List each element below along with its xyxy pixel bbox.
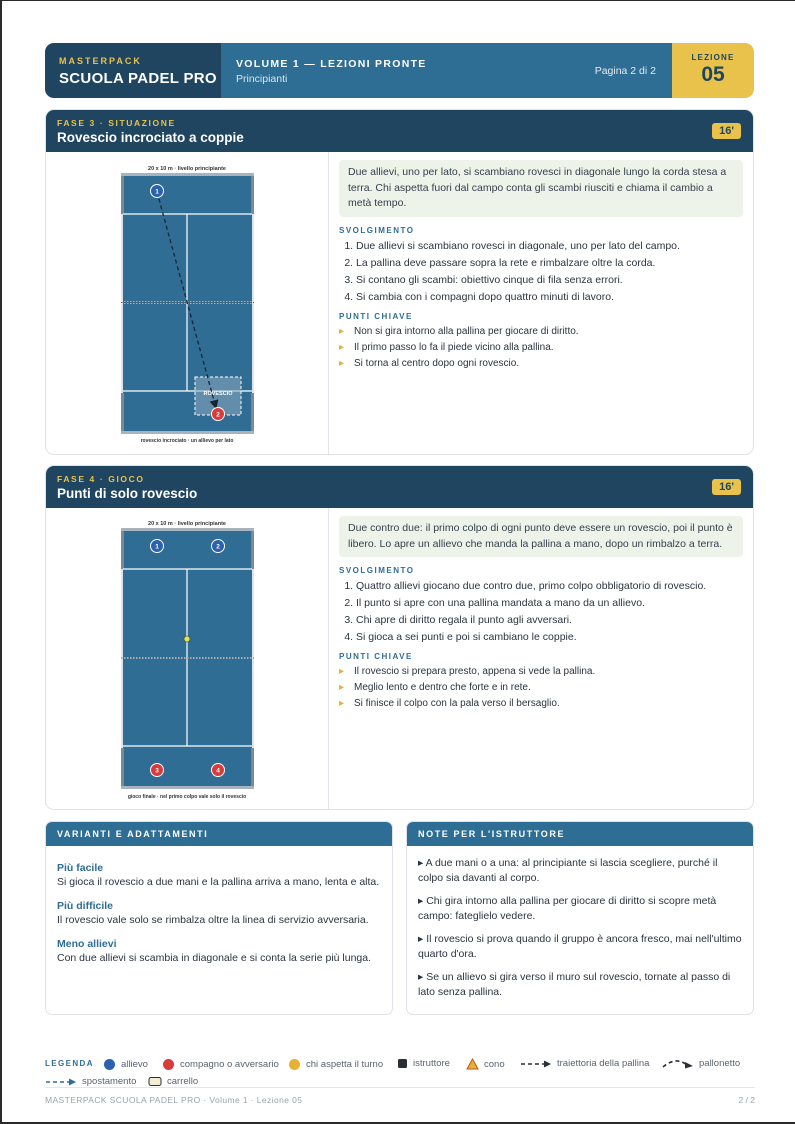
brand-small-label: MASTERPACK — [59, 56, 142, 66]
variants-box — [45, 821, 393, 1015]
instructor-notes-box — [406, 821, 754, 1015]
brand-block — [45, 43, 221, 98]
instructor-icon — [397, 1058, 408, 1069]
svg-text:1: 1 — [155, 543, 159, 551]
student-icon — [103, 1058, 116, 1071]
svg-text:4: 4 — [216, 767, 220, 775]
step-item: 3. Chi apre di diritto regala il punto agli avversari. — [356, 612, 743, 629]
legend-student: allievo — [103, 1058, 148, 1071]
key-point: ▸ Non si gira intorno alla pallina per giocare di diritto. — [339, 324, 743, 340]
step-item: 2. Il punto si apre con una pallina mandata a mano da un allievo. — [356, 595, 743, 612]
step-item: 4. Si cambia con i compagni dopo quattro minuti di lavoro. — [356, 289, 743, 306]
phase-card-4 — [45, 465, 754, 810]
variant-text: Si gioca il rovescio a due mani e la pallina arriva a mano, lenta e alta. — [57, 876, 380, 888]
variant-title: Meno allievi — [57, 938, 117, 950]
note-item: ▸ Chi gira intorno alla pallina per giocare di diritto si scopre metà campo: fateglielo vedere. — [418, 895, 717, 922]
step-item: 4. Si gioca a sei punti e poi si cambiano le coppie. — [356, 629, 743, 646]
variant-title: Più facile — [57, 862, 104, 874]
cart-icon — [148, 1076, 162, 1087]
phase-tag: FASE 3 · SITUAZIONE — [57, 118, 176, 128]
variants-heading: VARIANTI E ADATTAMENTI — [46, 822, 392, 846]
key-points-list — [339, 664, 743, 712]
court-diagram-panel — [46, 508, 329, 809]
volume-block — [221, 43, 672, 98]
step-item: 1. Due allievi si scambiano rovesci in diagonale, uno per lato del campo. — [356, 238, 743, 255]
key-point: ▸ Si torna al centro dopo ogni rovescio. — [339, 356, 743, 372]
steps-list — [339, 578, 743, 646]
court-caption: gioco finale · nel primo colpo vale solo il rovescio — [127, 794, 247, 800]
lesson-badge — [672, 43, 754, 98]
variant-item — [57, 938, 381, 966]
key-point: ▸ Il rovescio si prepara presto, appena si vede la pallina. — [339, 664, 743, 680]
keys-label: PUNTI CHIAVE — [339, 311, 413, 321]
cone-icon — [466, 1058, 479, 1070]
page-frame-top — [0, 0, 795, 1]
legend-trajectory: traiettoria della pallina — [520, 1058, 649, 1069]
page-frame-left — [0, 0, 2, 1124]
svg-text:1: 1 — [155, 188, 159, 196]
lesson-number: 05 — [701, 63, 725, 86]
page-footer — [45, 1087, 755, 1105]
duration-badge: 16' — [712, 123, 741, 139]
legend-instructor: istruttore — [397, 1058, 450, 1069]
keys-label: PUNTI CHIAVE — [339, 652, 413, 661]
legend-partner: compagno o avversario — [162, 1058, 279, 1071]
note-item: ▸ Il rovescio si prova quando il gruppo è ancora fresco, mai nell'ultimo quarto d'ora. — [418, 933, 742, 960]
key-point: ▸ Il primo passo lo fa il piede vicino alla pallina. — [339, 340, 743, 356]
note-item: ▸ Se un allievo si gira verso il muro sul rovescio, tornate al passo di lato senza pallina. — [418, 971, 731, 998]
variant-item — [57, 862, 381, 890]
partner-icon — [162, 1058, 175, 1071]
duration-badge: 16' — [712, 479, 741, 495]
steps-label: SVOLGIMENTO — [339, 566, 415, 575]
phase-header — [46, 110, 753, 152]
phase-header — [46, 466, 753, 508]
svg-text:2: 2 — [216, 543, 220, 551]
key-points-list — [339, 324, 743, 372]
notes-heading: NOTE PER L'ISTRUTTORE — [407, 822, 753, 846]
lesson-header — [45, 43, 754, 98]
svg-text:3: 3 — [155, 767, 159, 775]
phase-title: Rovescio incrociato a coppie — [57, 130, 244, 145]
court-size-label: 20 x 10 m · livello principiante — [148, 521, 226, 527]
key-point: ▸ Si finisce il colpo con la pala verso il bersaglio. — [339, 696, 743, 712]
legend-cone: cono — [466, 1058, 505, 1070]
phase-intro: Due allievi, uno per lato, si scambiano rovesci in diagonale lungo la corda stesa a terra. Chi aspetta fuori dal campo conta gli scambi riusciti e chiama il cambio a metà tempo. — [339, 160, 743, 217]
key-point: ▸ Meglio lento e dentro che forte e in rete. — [339, 680, 743, 696]
volume-title: VOLUME 1 — LEZIONI PRONTE — [236, 58, 427, 70]
court-size-label: 20 x 10 m · livello principiante — [148, 166, 226, 172]
variant-item — [57, 900, 381, 928]
variant-title: Più difficile — [57, 900, 114, 912]
legend-lob: pallonetto — [662, 1058, 740, 1069]
steps-list — [339, 238, 743, 306]
step-item: 2. La pallina deve passare sopra la rete e rimbalzare oltre la corda. — [356, 255, 743, 272]
lesson-label: LEZIONE — [691, 53, 735, 62]
waiting-icon — [288, 1058, 301, 1071]
court-diagram — [46, 152, 328, 455]
brand-name: SCUOLA PADEL PRO — [59, 70, 217, 87]
footer-title: MASTERPACK SCUOLA PADEL PRO · Volume 1 · Lezione 05 — [45, 1095, 303, 1105]
legend-waiting: chi aspetta il turno — [288, 1058, 383, 1071]
legend-movement: spostamento — [45, 1076, 136, 1087]
phase-intro: Due contro due: il primo colpo di ogni punto deve essere un rovescio, poi il punto è libero. Lo apre un allievo che manda la pallina a mano, dopo un rimbalzo a terra. — [339, 516, 743, 557]
steps-label: SVOLGIMENTO — [339, 225, 415, 235]
phase-title: Punti di solo rovescio — [57, 486, 198, 501]
variant-text: Con due allievi si scambia in diagonale e si conta la serie più lunga. — [57, 952, 372, 964]
court-diagram — [46, 508, 328, 810]
page-indicator: Pagina 2 di 2 — [594, 65, 656, 77]
step-item: 1. Quattro allievi giocano due contro due, primo colpo obbligatorio di rovescio. — [356, 578, 743, 595]
trajectory-dashed-arrow-icon — [520, 1060, 552, 1068]
court-caption: rovescio incrociato · un allievo per lato — [140, 438, 234, 444]
ball-marker — [184, 636, 190, 642]
note-item: ▸ A due mani o a una: al principiante si lascia scegliere, purché il colpo sia davanti al corpo. — [418, 857, 718, 884]
target-zone-label: ROVESCIO — [203, 391, 233, 397]
lob-curved-arrow-icon — [662, 1059, 694, 1069]
legend-label: LEGENDA — [45, 1059, 94, 1068]
step-item: 3. Si contano gli scambi: obiettivo cinque di fila senza errori. — [356, 272, 743, 289]
phase-card-3 — [45, 109, 754, 455]
footer-page-number: 2 / 2 — [738, 1095, 755, 1105]
court-diagram-panel — [46, 152, 329, 454]
level-label: Principianti — [236, 73, 288, 85]
movement-dashed-arrow-icon — [45, 1078, 77, 1086]
legend-cart: carrello — [148, 1076, 198, 1087]
variant-text: Il rovescio vale solo se rimbalza oltre la linea di servizio avversaria. — [57, 914, 369, 926]
svg-text:2: 2 — [216, 411, 220, 419]
phase-tag: FASE 4 · GIOCO — [57, 474, 145, 484]
